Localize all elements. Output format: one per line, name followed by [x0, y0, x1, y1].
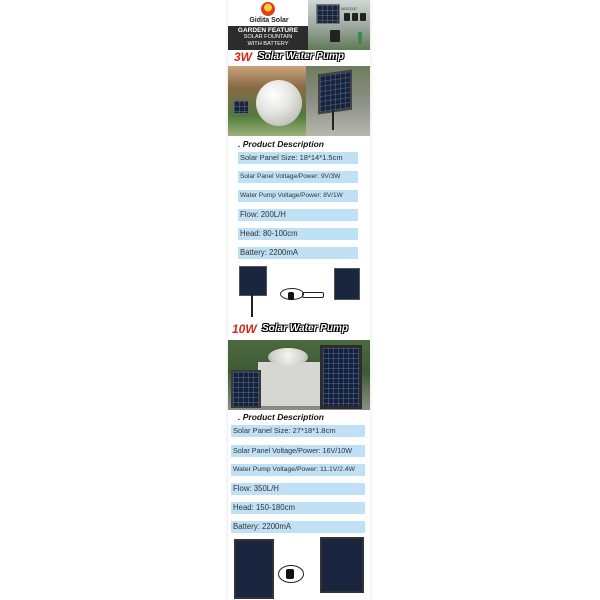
solar-panel-icon	[234, 539, 274, 599]
solar-panel-icon	[231, 370, 261, 408]
pump-icon	[286, 569, 294, 579]
section-10w-kit-image	[228, 535, 370, 600]
header-kit-photo	[308, 0, 370, 50]
battery-icon	[358, 32, 362, 44]
feature-line-3: WITH BATTERY	[247, 41, 289, 47]
solar-panel-icon	[233, 100, 249, 114]
section-3w-power: 3W	[234, 50, 252, 64]
feature-label	[228, 26, 308, 50]
feature-line-1: GARDEN FEATURE	[237, 27, 299, 34]
section-3w-photo	[228, 66, 370, 136]
spec-row: Head: 80-100cm	[238, 228, 358, 240]
garden-path	[306, 66, 370, 136]
spec-row: Solar Panel Size: 27*18*1.8cm	[231, 425, 365, 437]
brand-name: Gidita Solar	[249, 17, 289, 24]
solar-panel-icon	[316, 4, 340, 24]
spec-row: Water Pump Voltage/Power: 8V/1W	[238, 190, 358, 202]
spec-row: Battery: 2200mA	[238, 247, 358, 259]
nozzle-icon	[352, 13, 358, 21]
section-10w-title-text: Solar Water Pump	[262, 323, 348, 334]
spec-row: Battery: 2200mA	[231, 521, 365, 533]
spec-row: Head: 150-180cm	[231, 502, 365, 514]
brand-logo-icon	[261, 2, 275, 16]
section-10w-desc-heading: . Product Description	[238, 412, 324, 422]
spec-row: Flow: 200L/H	[238, 209, 358, 221]
section-10w-power: 10W	[232, 322, 257, 336]
header-banner	[228, 0, 370, 50]
nozzle-icon	[360, 13, 366, 21]
fountain-icon	[256, 80, 302, 126]
section-3w-title	[228, 50, 370, 66]
panel-stake	[251, 295, 253, 317]
solar-panel-icon	[334, 268, 360, 300]
section-3w-title-text: Solar Water Pump	[258, 51, 344, 62]
solar-panel-icon	[318, 70, 352, 115]
section-10w-photo	[228, 340, 370, 410]
pump-icon	[330, 30, 340, 42]
solar-panel-icon	[239, 266, 267, 296]
section-3w-kit-image	[228, 262, 370, 318]
section-3w-desc-heading: . Product Description	[238, 139, 324, 149]
spec-row: Solar Panel Voltage/Power: 9V/3W	[238, 171, 358, 183]
brand-block	[228, 0, 308, 50]
nozzle-icon	[344, 13, 350, 21]
cable-icon	[302, 292, 324, 298]
feature-line-2: SOLAR FOUNTAIN	[243, 34, 293, 40]
solar-panel-icon	[320, 345, 362, 409]
spec-row: Solar Panel Size: 18*14*1.5cm	[238, 152, 358, 164]
fountain-base	[258, 362, 320, 406]
fountain-icon	[268, 348, 308, 366]
pump-icon	[288, 292, 294, 300]
solar-panel-icon	[320, 537, 364, 593]
panel-stake	[332, 110, 334, 130]
spec-row: Solar Panel Voltage/Power: 16V/10W	[231, 445, 365, 457]
spec-row: Water Pump Voltage/Power: 11.1V/2.4W	[231, 464, 365, 476]
spec-row: Flow: 350L/H	[231, 483, 365, 495]
section-10w-title	[228, 322, 370, 338]
nozzle-label: NOZZLE	[341, 6, 357, 11]
product-listing-strip	[228, 0, 370, 600]
